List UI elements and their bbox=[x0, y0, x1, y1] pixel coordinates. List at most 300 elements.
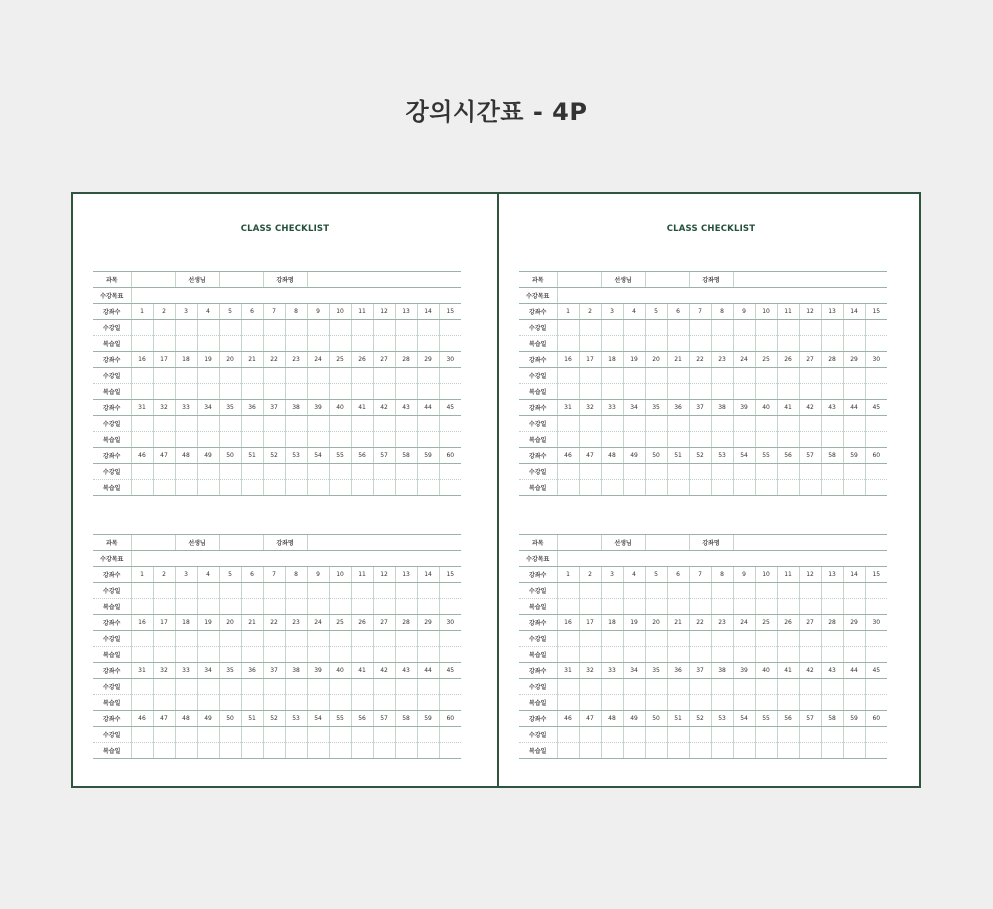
attend-date-cell[interactable] bbox=[439, 583, 461, 599]
review-date-cell[interactable] bbox=[865, 480, 887, 496]
review-date-cell[interactable] bbox=[417, 695, 439, 711]
review-date-cell[interactable] bbox=[645, 647, 667, 663]
review-date-cell[interactable] bbox=[285, 599, 307, 615]
attend-date-cell[interactable] bbox=[439, 464, 461, 480]
attend-date-cell[interactable] bbox=[799, 320, 821, 336]
attend-date-cell[interactable] bbox=[645, 631, 667, 647]
attend-date-cell[interactable] bbox=[263, 368, 285, 384]
attend-date-cell[interactable] bbox=[711, 727, 733, 743]
review-date-cell[interactable] bbox=[439, 743, 461, 759]
review-date-cell[interactable] bbox=[711, 432, 733, 448]
review-date-cell[interactable] bbox=[131, 695, 153, 711]
review-date-cell[interactable] bbox=[263, 480, 285, 496]
review-date-cell[interactable] bbox=[689, 647, 711, 663]
attend-date-cell[interactable] bbox=[689, 416, 711, 432]
attend-date-cell[interactable] bbox=[623, 416, 645, 432]
review-date-cell[interactable] bbox=[131, 743, 153, 759]
review-date-cell[interactable] bbox=[711, 384, 733, 400]
review-date-cell[interactable] bbox=[351, 384, 373, 400]
review-date-cell[interactable] bbox=[623, 480, 645, 496]
attend-date-cell[interactable] bbox=[689, 368, 711, 384]
attend-date-cell[interactable] bbox=[351, 727, 373, 743]
review-date-cell[interactable] bbox=[579, 432, 601, 448]
attend-date-cell[interactable] bbox=[131, 583, 153, 599]
review-date-cell[interactable] bbox=[373, 384, 395, 400]
attend-date-cell[interactable] bbox=[373, 679, 395, 695]
attend-date-cell[interactable] bbox=[241, 320, 263, 336]
attend-date-cell[interactable] bbox=[285, 583, 307, 599]
review-date-cell[interactable] bbox=[667, 647, 689, 663]
review-date-cell[interactable] bbox=[197, 695, 219, 711]
review-date-cell[interactable] bbox=[799, 336, 821, 352]
review-date-cell[interactable] bbox=[417, 384, 439, 400]
review-date-cell[interactable] bbox=[175, 647, 197, 663]
review-date-cell[interactable] bbox=[711, 695, 733, 711]
attend-date-cell[interactable] bbox=[307, 416, 329, 432]
attend-date-cell[interactable] bbox=[623, 631, 645, 647]
attend-date-cell[interactable] bbox=[557, 464, 579, 480]
review-date-cell[interactable] bbox=[579, 336, 601, 352]
attend-date-cell[interactable] bbox=[351, 464, 373, 480]
attend-date-cell[interactable] bbox=[821, 583, 843, 599]
attend-date-cell[interactable] bbox=[733, 631, 755, 647]
attend-date-cell[interactable] bbox=[777, 631, 799, 647]
review-date-cell[interactable] bbox=[557, 647, 579, 663]
attend-date-cell[interactable] bbox=[241, 631, 263, 647]
attend-date-cell[interactable] bbox=[755, 679, 777, 695]
attend-date-cell[interactable] bbox=[219, 679, 241, 695]
review-date-cell[interactable] bbox=[623, 743, 645, 759]
attend-date-cell[interactable] bbox=[667, 368, 689, 384]
review-date-cell[interactable] bbox=[417, 432, 439, 448]
attend-date-cell[interactable] bbox=[557, 727, 579, 743]
attend-date-cell[interactable] bbox=[843, 368, 865, 384]
attend-date-cell[interactable] bbox=[197, 727, 219, 743]
review-date-cell[interactable] bbox=[351, 695, 373, 711]
review-date-cell[interactable] bbox=[667, 336, 689, 352]
attend-date-cell[interactable] bbox=[153, 320, 175, 336]
attend-date-cell[interactable] bbox=[197, 631, 219, 647]
attend-date-cell[interactable] bbox=[689, 727, 711, 743]
attend-date-cell[interactable] bbox=[263, 679, 285, 695]
review-date-cell[interactable] bbox=[417, 647, 439, 663]
attend-date-cell[interactable] bbox=[821, 631, 843, 647]
attend-date-cell[interactable] bbox=[777, 583, 799, 599]
attend-date-cell[interactable] bbox=[733, 464, 755, 480]
attend-date-cell[interactable] bbox=[219, 368, 241, 384]
review-date-cell[interactable] bbox=[131, 336, 153, 352]
attend-date-cell[interactable] bbox=[843, 583, 865, 599]
attend-date-cell[interactable] bbox=[711, 368, 733, 384]
review-date-cell[interactable] bbox=[799, 384, 821, 400]
review-date-cell[interactable] bbox=[219, 432, 241, 448]
review-date-cell[interactable] bbox=[241, 384, 263, 400]
attend-date-cell[interactable] bbox=[755, 583, 777, 599]
review-date-cell[interactable] bbox=[733, 432, 755, 448]
attend-date-cell[interactable] bbox=[557, 583, 579, 599]
attend-date-cell[interactable] bbox=[777, 464, 799, 480]
review-date-cell[interactable] bbox=[865, 647, 887, 663]
course-field[interactable] bbox=[733, 272, 887, 288]
review-date-cell[interactable] bbox=[417, 743, 439, 759]
attend-date-cell[interactable] bbox=[821, 368, 843, 384]
teacher-field[interactable] bbox=[645, 272, 689, 288]
review-date-cell[interactable] bbox=[865, 695, 887, 711]
review-date-cell[interactable] bbox=[557, 384, 579, 400]
attend-date-cell[interactable] bbox=[197, 583, 219, 599]
attend-date-cell[interactable] bbox=[667, 416, 689, 432]
review-date-cell[interactable] bbox=[821, 695, 843, 711]
attend-date-cell[interactable] bbox=[755, 320, 777, 336]
review-date-cell[interactable] bbox=[711, 336, 733, 352]
review-date-cell[interactable] bbox=[557, 480, 579, 496]
attend-date-cell[interactable] bbox=[219, 320, 241, 336]
review-date-cell[interactable] bbox=[351, 647, 373, 663]
attend-date-cell[interactable] bbox=[689, 631, 711, 647]
attend-date-cell[interactable] bbox=[579, 583, 601, 599]
attend-date-cell[interactable] bbox=[285, 727, 307, 743]
attend-date-cell[interactable] bbox=[395, 368, 417, 384]
review-date-cell[interactable] bbox=[263, 647, 285, 663]
attend-date-cell[interactable] bbox=[865, 727, 887, 743]
attend-date-cell[interactable] bbox=[821, 679, 843, 695]
review-date-cell[interactable] bbox=[131, 480, 153, 496]
attend-date-cell[interactable] bbox=[439, 631, 461, 647]
attend-date-cell[interactable] bbox=[131, 631, 153, 647]
attend-date-cell[interactable] bbox=[667, 583, 689, 599]
attend-date-cell[interactable] bbox=[865, 368, 887, 384]
review-date-cell[interactable] bbox=[557, 743, 579, 759]
course-field[interactable] bbox=[307, 535, 461, 551]
attend-date-cell[interactable] bbox=[329, 416, 351, 432]
attend-date-cell[interactable] bbox=[689, 679, 711, 695]
attend-date-cell[interactable] bbox=[623, 679, 645, 695]
review-date-cell[interactable] bbox=[733, 599, 755, 615]
attend-date-cell[interactable] bbox=[417, 320, 439, 336]
review-date-cell[interactable] bbox=[373, 336, 395, 352]
review-date-cell[interactable] bbox=[439, 432, 461, 448]
review-date-cell[interactable] bbox=[799, 695, 821, 711]
review-date-cell[interactable] bbox=[197, 599, 219, 615]
review-date-cell[interactable] bbox=[733, 695, 755, 711]
attend-date-cell[interactable] bbox=[197, 368, 219, 384]
review-date-cell[interactable] bbox=[843, 743, 865, 759]
review-date-cell[interactable] bbox=[241, 647, 263, 663]
goal-field[interactable] bbox=[131, 288, 461, 304]
review-date-cell[interactable] bbox=[843, 336, 865, 352]
review-date-cell[interactable] bbox=[329, 695, 351, 711]
review-date-cell[interactable] bbox=[439, 647, 461, 663]
attend-date-cell[interactable] bbox=[689, 583, 711, 599]
attend-date-cell[interactable] bbox=[285, 320, 307, 336]
review-date-cell[interactable] bbox=[557, 432, 579, 448]
review-date-cell[interactable] bbox=[601, 695, 623, 711]
review-date-cell[interactable] bbox=[557, 336, 579, 352]
review-date-cell[interactable] bbox=[373, 432, 395, 448]
review-date-cell[interactable] bbox=[623, 695, 645, 711]
attend-date-cell[interactable] bbox=[373, 583, 395, 599]
attend-date-cell[interactable] bbox=[395, 320, 417, 336]
attend-date-cell[interactable] bbox=[755, 727, 777, 743]
review-date-cell[interactable] bbox=[175, 480, 197, 496]
review-date-cell[interactable] bbox=[153, 336, 175, 352]
attend-date-cell[interactable] bbox=[557, 679, 579, 695]
attend-date-cell[interactable] bbox=[417, 368, 439, 384]
attend-date-cell[interactable] bbox=[689, 320, 711, 336]
review-date-cell[interactable] bbox=[153, 599, 175, 615]
review-date-cell[interactable] bbox=[821, 480, 843, 496]
review-date-cell[interactable] bbox=[865, 599, 887, 615]
review-date-cell[interactable] bbox=[417, 599, 439, 615]
attend-date-cell[interactable] bbox=[395, 679, 417, 695]
attend-date-cell[interactable] bbox=[373, 320, 395, 336]
review-date-cell[interactable] bbox=[329, 599, 351, 615]
review-date-cell[interactable] bbox=[395, 599, 417, 615]
attend-date-cell[interactable] bbox=[601, 464, 623, 480]
review-date-cell[interactable] bbox=[623, 432, 645, 448]
review-date-cell[interactable] bbox=[579, 480, 601, 496]
attend-date-cell[interactable] bbox=[557, 416, 579, 432]
review-date-cell[interactable] bbox=[777, 480, 799, 496]
attend-date-cell[interactable] bbox=[175, 464, 197, 480]
attend-date-cell[interactable] bbox=[667, 464, 689, 480]
attend-date-cell[interactable] bbox=[601, 727, 623, 743]
review-date-cell[interactable] bbox=[755, 743, 777, 759]
attend-date-cell[interactable] bbox=[175, 320, 197, 336]
review-date-cell[interactable] bbox=[755, 432, 777, 448]
review-date-cell[interactable] bbox=[351, 743, 373, 759]
review-date-cell[interactable] bbox=[579, 599, 601, 615]
review-date-cell[interactable] bbox=[285, 695, 307, 711]
attend-date-cell[interactable] bbox=[799, 631, 821, 647]
review-date-cell[interactable] bbox=[645, 384, 667, 400]
review-date-cell[interactable] bbox=[755, 599, 777, 615]
attend-date-cell[interactable] bbox=[623, 727, 645, 743]
review-date-cell[interactable] bbox=[689, 599, 711, 615]
attend-date-cell[interactable] bbox=[667, 320, 689, 336]
review-date-cell[interactable] bbox=[197, 647, 219, 663]
review-date-cell[interactable] bbox=[153, 647, 175, 663]
attend-date-cell[interactable] bbox=[645, 679, 667, 695]
attend-date-cell[interactable] bbox=[645, 464, 667, 480]
review-date-cell[interactable] bbox=[307, 743, 329, 759]
subject-field[interactable] bbox=[131, 535, 175, 551]
review-date-cell[interactable] bbox=[711, 743, 733, 759]
review-date-cell[interactable] bbox=[307, 336, 329, 352]
review-date-cell[interactable] bbox=[733, 480, 755, 496]
attend-date-cell[interactable] bbox=[241, 679, 263, 695]
attend-date-cell[interactable] bbox=[601, 368, 623, 384]
attend-date-cell[interactable] bbox=[175, 583, 197, 599]
attend-date-cell[interactable] bbox=[579, 320, 601, 336]
review-date-cell[interactable] bbox=[557, 599, 579, 615]
review-date-cell[interactable] bbox=[645, 336, 667, 352]
review-date-cell[interactable] bbox=[417, 480, 439, 496]
review-date-cell[interactable] bbox=[689, 432, 711, 448]
review-date-cell[interactable] bbox=[351, 336, 373, 352]
attend-date-cell[interactable] bbox=[131, 727, 153, 743]
attend-date-cell[interactable] bbox=[153, 368, 175, 384]
attend-date-cell[interactable] bbox=[711, 583, 733, 599]
attend-date-cell[interactable] bbox=[175, 631, 197, 647]
attend-date-cell[interactable] bbox=[733, 679, 755, 695]
review-date-cell[interactable] bbox=[777, 384, 799, 400]
attend-date-cell[interactable] bbox=[865, 583, 887, 599]
attend-date-cell[interactable] bbox=[601, 583, 623, 599]
attend-date-cell[interactable] bbox=[219, 583, 241, 599]
attend-date-cell[interactable] bbox=[329, 464, 351, 480]
attend-date-cell[interactable] bbox=[395, 631, 417, 647]
review-date-cell[interactable] bbox=[799, 647, 821, 663]
attend-date-cell[interactable] bbox=[307, 368, 329, 384]
attend-date-cell[interactable] bbox=[219, 631, 241, 647]
attend-date-cell[interactable] bbox=[733, 320, 755, 336]
review-date-cell[interactable] bbox=[667, 480, 689, 496]
attend-date-cell[interactable] bbox=[395, 464, 417, 480]
subject-field[interactable] bbox=[557, 535, 601, 551]
course-field[interactable] bbox=[733, 535, 887, 551]
review-date-cell[interactable] bbox=[689, 743, 711, 759]
review-date-cell[interactable] bbox=[197, 743, 219, 759]
review-date-cell[interactable] bbox=[285, 647, 307, 663]
review-date-cell[interactable] bbox=[329, 432, 351, 448]
attend-date-cell[interactable] bbox=[395, 583, 417, 599]
attend-date-cell[interactable] bbox=[799, 679, 821, 695]
attend-date-cell[interactable] bbox=[307, 727, 329, 743]
review-date-cell[interactable] bbox=[645, 432, 667, 448]
review-date-cell[interactable] bbox=[755, 647, 777, 663]
review-date-cell[interactable] bbox=[307, 480, 329, 496]
review-date-cell[interactable] bbox=[131, 647, 153, 663]
attend-date-cell[interactable] bbox=[843, 727, 865, 743]
attend-date-cell[interactable] bbox=[843, 679, 865, 695]
attend-date-cell[interactable] bbox=[777, 416, 799, 432]
review-date-cell[interactable] bbox=[689, 480, 711, 496]
attend-date-cell[interactable] bbox=[131, 416, 153, 432]
attend-date-cell[interactable] bbox=[351, 416, 373, 432]
review-date-cell[interactable] bbox=[153, 743, 175, 759]
attend-date-cell[interactable] bbox=[777, 679, 799, 695]
review-date-cell[interactable] bbox=[219, 384, 241, 400]
review-date-cell[interactable] bbox=[175, 384, 197, 400]
attend-date-cell[interactable] bbox=[843, 416, 865, 432]
attend-date-cell[interactable] bbox=[667, 727, 689, 743]
goal-field[interactable] bbox=[131, 551, 461, 567]
review-date-cell[interactable] bbox=[799, 480, 821, 496]
review-date-cell[interactable] bbox=[153, 695, 175, 711]
attend-date-cell[interactable] bbox=[241, 727, 263, 743]
review-date-cell[interactable] bbox=[395, 695, 417, 711]
attend-date-cell[interactable] bbox=[601, 320, 623, 336]
attend-date-cell[interactable] bbox=[865, 679, 887, 695]
review-date-cell[interactable] bbox=[329, 384, 351, 400]
review-date-cell[interactable] bbox=[285, 336, 307, 352]
attend-date-cell[interactable] bbox=[689, 464, 711, 480]
review-date-cell[interactable] bbox=[733, 743, 755, 759]
attend-date-cell[interactable] bbox=[645, 416, 667, 432]
attend-date-cell[interactable] bbox=[865, 631, 887, 647]
review-date-cell[interactable] bbox=[733, 384, 755, 400]
review-date-cell[interactable] bbox=[219, 599, 241, 615]
review-date-cell[interactable] bbox=[241, 695, 263, 711]
attend-date-cell[interactable] bbox=[579, 368, 601, 384]
attend-date-cell[interactable] bbox=[821, 727, 843, 743]
review-date-cell[interactable] bbox=[197, 480, 219, 496]
review-date-cell[interactable] bbox=[263, 384, 285, 400]
attend-date-cell[interactable] bbox=[197, 464, 219, 480]
review-date-cell[interactable] bbox=[601, 336, 623, 352]
attend-date-cell[interactable] bbox=[175, 679, 197, 695]
review-date-cell[interactable] bbox=[285, 743, 307, 759]
attend-date-cell[interactable] bbox=[799, 583, 821, 599]
review-date-cell[interactable] bbox=[865, 432, 887, 448]
attend-date-cell[interactable] bbox=[417, 416, 439, 432]
attend-date-cell[interactable] bbox=[307, 583, 329, 599]
review-date-cell[interactable] bbox=[799, 743, 821, 759]
attend-date-cell[interactable] bbox=[329, 368, 351, 384]
attend-date-cell[interactable] bbox=[351, 320, 373, 336]
attend-date-cell[interactable] bbox=[755, 464, 777, 480]
attend-date-cell[interactable] bbox=[843, 464, 865, 480]
review-date-cell[interactable] bbox=[777, 336, 799, 352]
review-date-cell[interactable] bbox=[263, 599, 285, 615]
attend-date-cell[interactable] bbox=[623, 583, 645, 599]
attend-date-cell[interactable] bbox=[153, 416, 175, 432]
review-date-cell[interactable] bbox=[395, 743, 417, 759]
attend-date-cell[interactable] bbox=[579, 416, 601, 432]
review-date-cell[interactable] bbox=[733, 336, 755, 352]
attend-date-cell[interactable] bbox=[557, 631, 579, 647]
attend-date-cell[interactable] bbox=[263, 631, 285, 647]
review-date-cell[interactable] bbox=[219, 695, 241, 711]
attend-date-cell[interactable] bbox=[131, 368, 153, 384]
review-date-cell[interactable] bbox=[645, 743, 667, 759]
attend-date-cell[interactable] bbox=[417, 464, 439, 480]
review-date-cell[interactable] bbox=[821, 384, 843, 400]
review-date-cell[interactable] bbox=[373, 695, 395, 711]
review-date-cell[interactable] bbox=[307, 647, 329, 663]
review-date-cell[interactable] bbox=[307, 599, 329, 615]
review-date-cell[interactable] bbox=[579, 743, 601, 759]
review-date-cell[interactable] bbox=[799, 599, 821, 615]
review-date-cell[interactable] bbox=[329, 480, 351, 496]
review-date-cell[interactable] bbox=[351, 599, 373, 615]
review-date-cell[interactable] bbox=[175, 743, 197, 759]
attend-date-cell[interactable] bbox=[373, 727, 395, 743]
attend-date-cell[interactable] bbox=[711, 416, 733, 432]
attend-date-cell[interactable] bbox=[439, 368, 461, 384]
attend-date-cell[interactable] bbox=[175, 727, 197, 743]
review-date-cell[interactable] bbox=[417, 336, 439, 352]
review-date-cell[interactable] bbox=[755, 695, 777, 711]
attend-date-cell[interactable] bbox=[197, 320, 219, 336]
attend-date-cell[interactable] bbox=[373, 631, 395, 647]
review-date-cell[interactable] bbox=[395, 480, 417, 496]
attend-date-cell[interactable] bbox=[417, 727, 439, 743]
attend-date-cell[interactable] bbox=[645, 727, 667, 743]
attend-date-cell[interactable] bbox=[557, 368, 579, 384]
attend-date-cell[interactable] bbox=[351, 368, 373, 384]
attend-date-cell[interactable] bbox=[197, 416, 219, 432]
review-date-cell[interactable] bbox=[307, 695, 329, 711]
review-date-cell[interactable] bbox=[623, 336, 645, 352]
attend-date-cell[interactable] bbox=[153, 583, 175, 599]
review-date-cell[interactable] bbox=[623, 599, 645, 615]
attend-date-cell[interactable] bbox=[285, 631, 307, 647]
attend-date-cell[interactable] bbox=[601, 416, 623, 432]
attend-date-cell[interactable] bbox=[131, 320, 153, 336]
attend-date-cell[interactable] bbox=[711, 320, 733, 336]
